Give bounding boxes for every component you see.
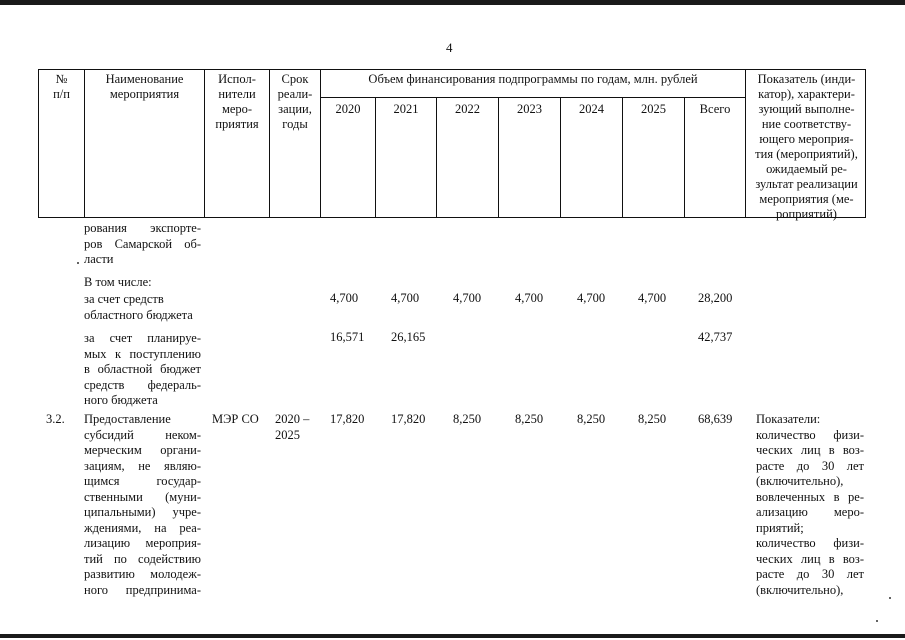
row-3-2-name: Предоставление субсидий неком- мерческим органи- зациям, не являю- щимся государ- ственными (муни- ципальными) учре- ждениями, на реа- лизацию мероприя- тий по содействию развитию молодеж- ного предпринима- bbox=[84, 412, 201, 597]
scan-dot bbox=[77, 262, 79, 264]
year-2024: 2024 bbox=[579, 102, 604, 116]
year-2023: 2023 bbox=[517, 102, 542, 116]
row-3-2-total: 68,639 bbox=[698, 412, 733, 426]
row-3-2-2025: 8,250 bbox=[638, 412, 667, 426]
year-2022: 2022 bbox=[455, 102, 480, 116]
page-number: 4 bbox=[446, 40, 453, 55]
regional-2020: 4,700 bbox=[330, 291, 359, 305]
regional-budget-label: за счет средств областного бюджета bbox=[84, 292, 193, 322]
row-3-2-executor: МЭР СО bbox=[212, 412, 259, 426]
header-indicator: Показатель (инди- катор), характери- зующий выполне- ние соответству- ющего мероприя- тия (мероприятий), ожидаемый ре- зультат реализации мероприятия (ме- роприятий) bbox=[755, 72, 858, 221]
row-3-2-2022: 8,250 bbox=[453, 412, 482, 426]
row-3-2-2024: 8,250 bbox=[577, 412, 606, 426]
scan-dot bbox=[889, 597, 891, 599]
year-2025: 2025 bbox=[641, 102, 666, 116]
year-total: Всего bbox=[699, 102, 731, 116]
regional-2025: 4,700 bbox=[638, 291, 667, 305]
table-header bbox=[38, 69, 866, 221]
header-term: Срок реали- зации, годы bbox=[277, 72, 313, 131]
federal-2020: 16,571 bbox=[330, 330, 365, 344]
row-3-2-indicator: Показатели: количество физи- ческих лиц в воз- расте до 30 лет (включительно), вовлеченных в ре- ализацию меро- приятий; количество физи- ческих лиц в воз- расте до 30 лет (включительно), bbox=[756, 412, 864, 597]
regional-2023: 4,700 bbox=[515, 291, 544, 305]
header-name: Наименование мероприятия bbox=[105, 72, 184, 101]
top-border bbox=[0, 0, 905, 5]
regional-total: 28,200 bbox=[698, 291, 733, 305]
row-3-2-num: 3.2. bbox=[46, 412, 65, 426]
regional-2022: 4,700 bbox=[453, 291, 482, 305]
including-label: В том числе: bbox=[84, 275, 152, 289]
year-2021: 2021 bbox=[393, 102, 419, 116]
header-executors: Испол- нители меро- приятия bbox=[215, 72, 259, 131]
header-num: № п/п bbox=[53, 72, 70, 101]
row-3-2-2020: 17,820 bbox=[330, 412, 365, 426]
header-financing: Объем финансирования подпрограммы по годам, млн. рублей bbox=[368, 72, 698, 86]
federal-budget-label: за счет планируе- мых к поступлению в областной бюджет средств федераль- ного бюджета bbox=[84, 331, 201, 407]
row-3-2-2021: 17,820 bbox=[391, 412, 426, 426]
continuation-text: рования экспорте- ров Самарской об- ласти bbox=[84, 221, 201, 266]
federal-2021: 26,165 bbox=[391, 330, 426, 344]
row-3-2-2023: 8,250 bbox=[515, 412, 544, 426]
row-3-2-term: 2020 – 2025 bbox=[275, 412, 310, 442]
regional-2024: 4,700 bbox=[577, 291, 606, 305]
bottom-border bbox=[0, 634, 905, 638]
year-2020: 2020 bbox=[335, 102, 361, 116]
federal-total: 42,737 bbox=[698, 330, 733, 344]
regional-2021: 4,700 bbox=[391, 291, 420, 305]
scan-dot bbox=[876, 620, 878, 622]
